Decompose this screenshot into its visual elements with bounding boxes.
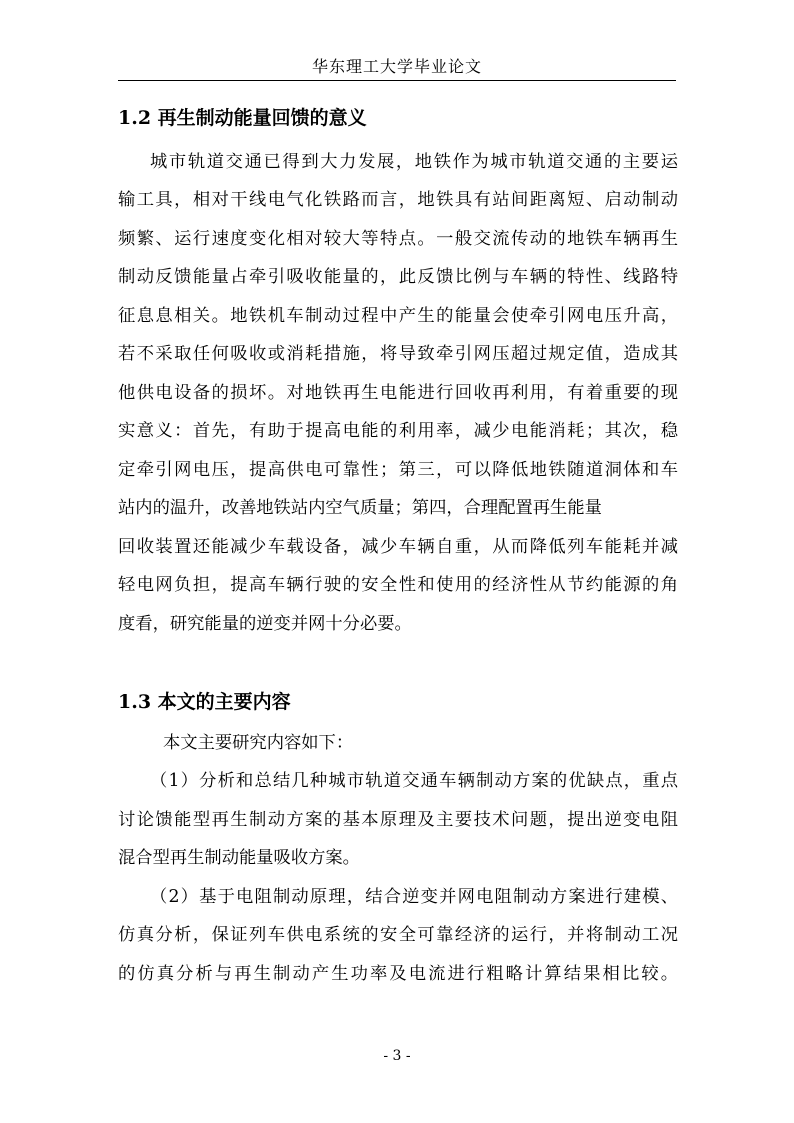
list-item-line: 讨论馈能型再生制动方案的基本原理及主要技术问题，提出逆变电阻: [118, 810, 678, 830]
page-header-title: 华东理工大学毕业论文: [311, 57, 482, 76]
list-item-line: 仿真分析，保证列车供电系统的安全可靠经济的运行，并将制动工况: [118, 925, 678, 945]
paragraph-line: 制动反馈能量占牵引吸收能量的，此反馈比例与车辆的特性、线路特: [118, 267, 678, 287]
paragraph-line: 轻电网负担，提高车辆行驶的安全性和使用的经济性从节约能源的角: [118, 575, 678, 595]
list-item-line: 混合型再生制动能量吸收方案。: [118, 848, 360, 868]
header-divider: [118, 80, 676, 81]
paragraph-line: 他供电设备的损坏。对地铁再生电能进行回收再利用，有着重要的现: [118, 383, 678, 403]
page-number: - 3 -: [383, 1048, 411, 1064]
paragraph-line: 城市轨道交通已得到大力发展，地铁作为城市轨道交通的主要运: [150, 152, 678, 172]
paragraph-line: 站内的温升，改善地铁站内空气质量；第四，合理配置再生能量: [118, 498, 602, 518]
paragraph-line: 若不采取任何吸收或消耗措施，将导致牵引网压超过规定值，造成其: [118, 344, 678, 364]
list-item-line: 的仿真分析与再生制动产生功率及电流进行粗略计算结果相比较。: [118, 964, 678, 984]
paragraph-line: 本文主要研究内容如下：: [163, 733, 354, 753]
list-item-line: （1）分析和总结几种城市轨道交通车辆制动方案的优缺点，重点: [150, 771, 678, 791]
section-heading-1-2: 1.2 再生制动能量回馈的意义: [118, 107, 367, 129]
paragraph-line: 回收装置还能减少车载设备，减少车辆自重，从而降低列车能耗并减: [118, 537, 678, 557]
section-heading-1-3: 1.3 本文的主要内容: [118, 691, 291, 713]
paragraph-line: 输工具，相对干线电气化铁路而言，地铁具有站间距离短、启动制动: [118, 190, 678, 210]
paragraph-line: 定牵引网电压，提高供电可靠性；第三，可以降低地铁随道洞体和车: [118, 460, 678, 480]
paragraph-line: 频繁、运行速度变化相对较大等特点。一般交流传动的地铁车辆再生: [118, 229, 678, 249]
paragraph-line: 度看，研究能量的逆变并网十分必要。: [118, 614, 412, 634]
paragraph-line: 征息息相关。地铁机车制动过程中产生的能量会使牵引网电压升高，: [118, 306, 678, 326]
list-item-line: （2）基于电阻制动原理，结合逆变并网电阻制动方案进行建模、: [150, 887, 678, 907]
paragraph-line: 实意义：首先，有助于提高电能的利用率，减少电能消耗；其次，稳: [118, 421, 678, 441]
